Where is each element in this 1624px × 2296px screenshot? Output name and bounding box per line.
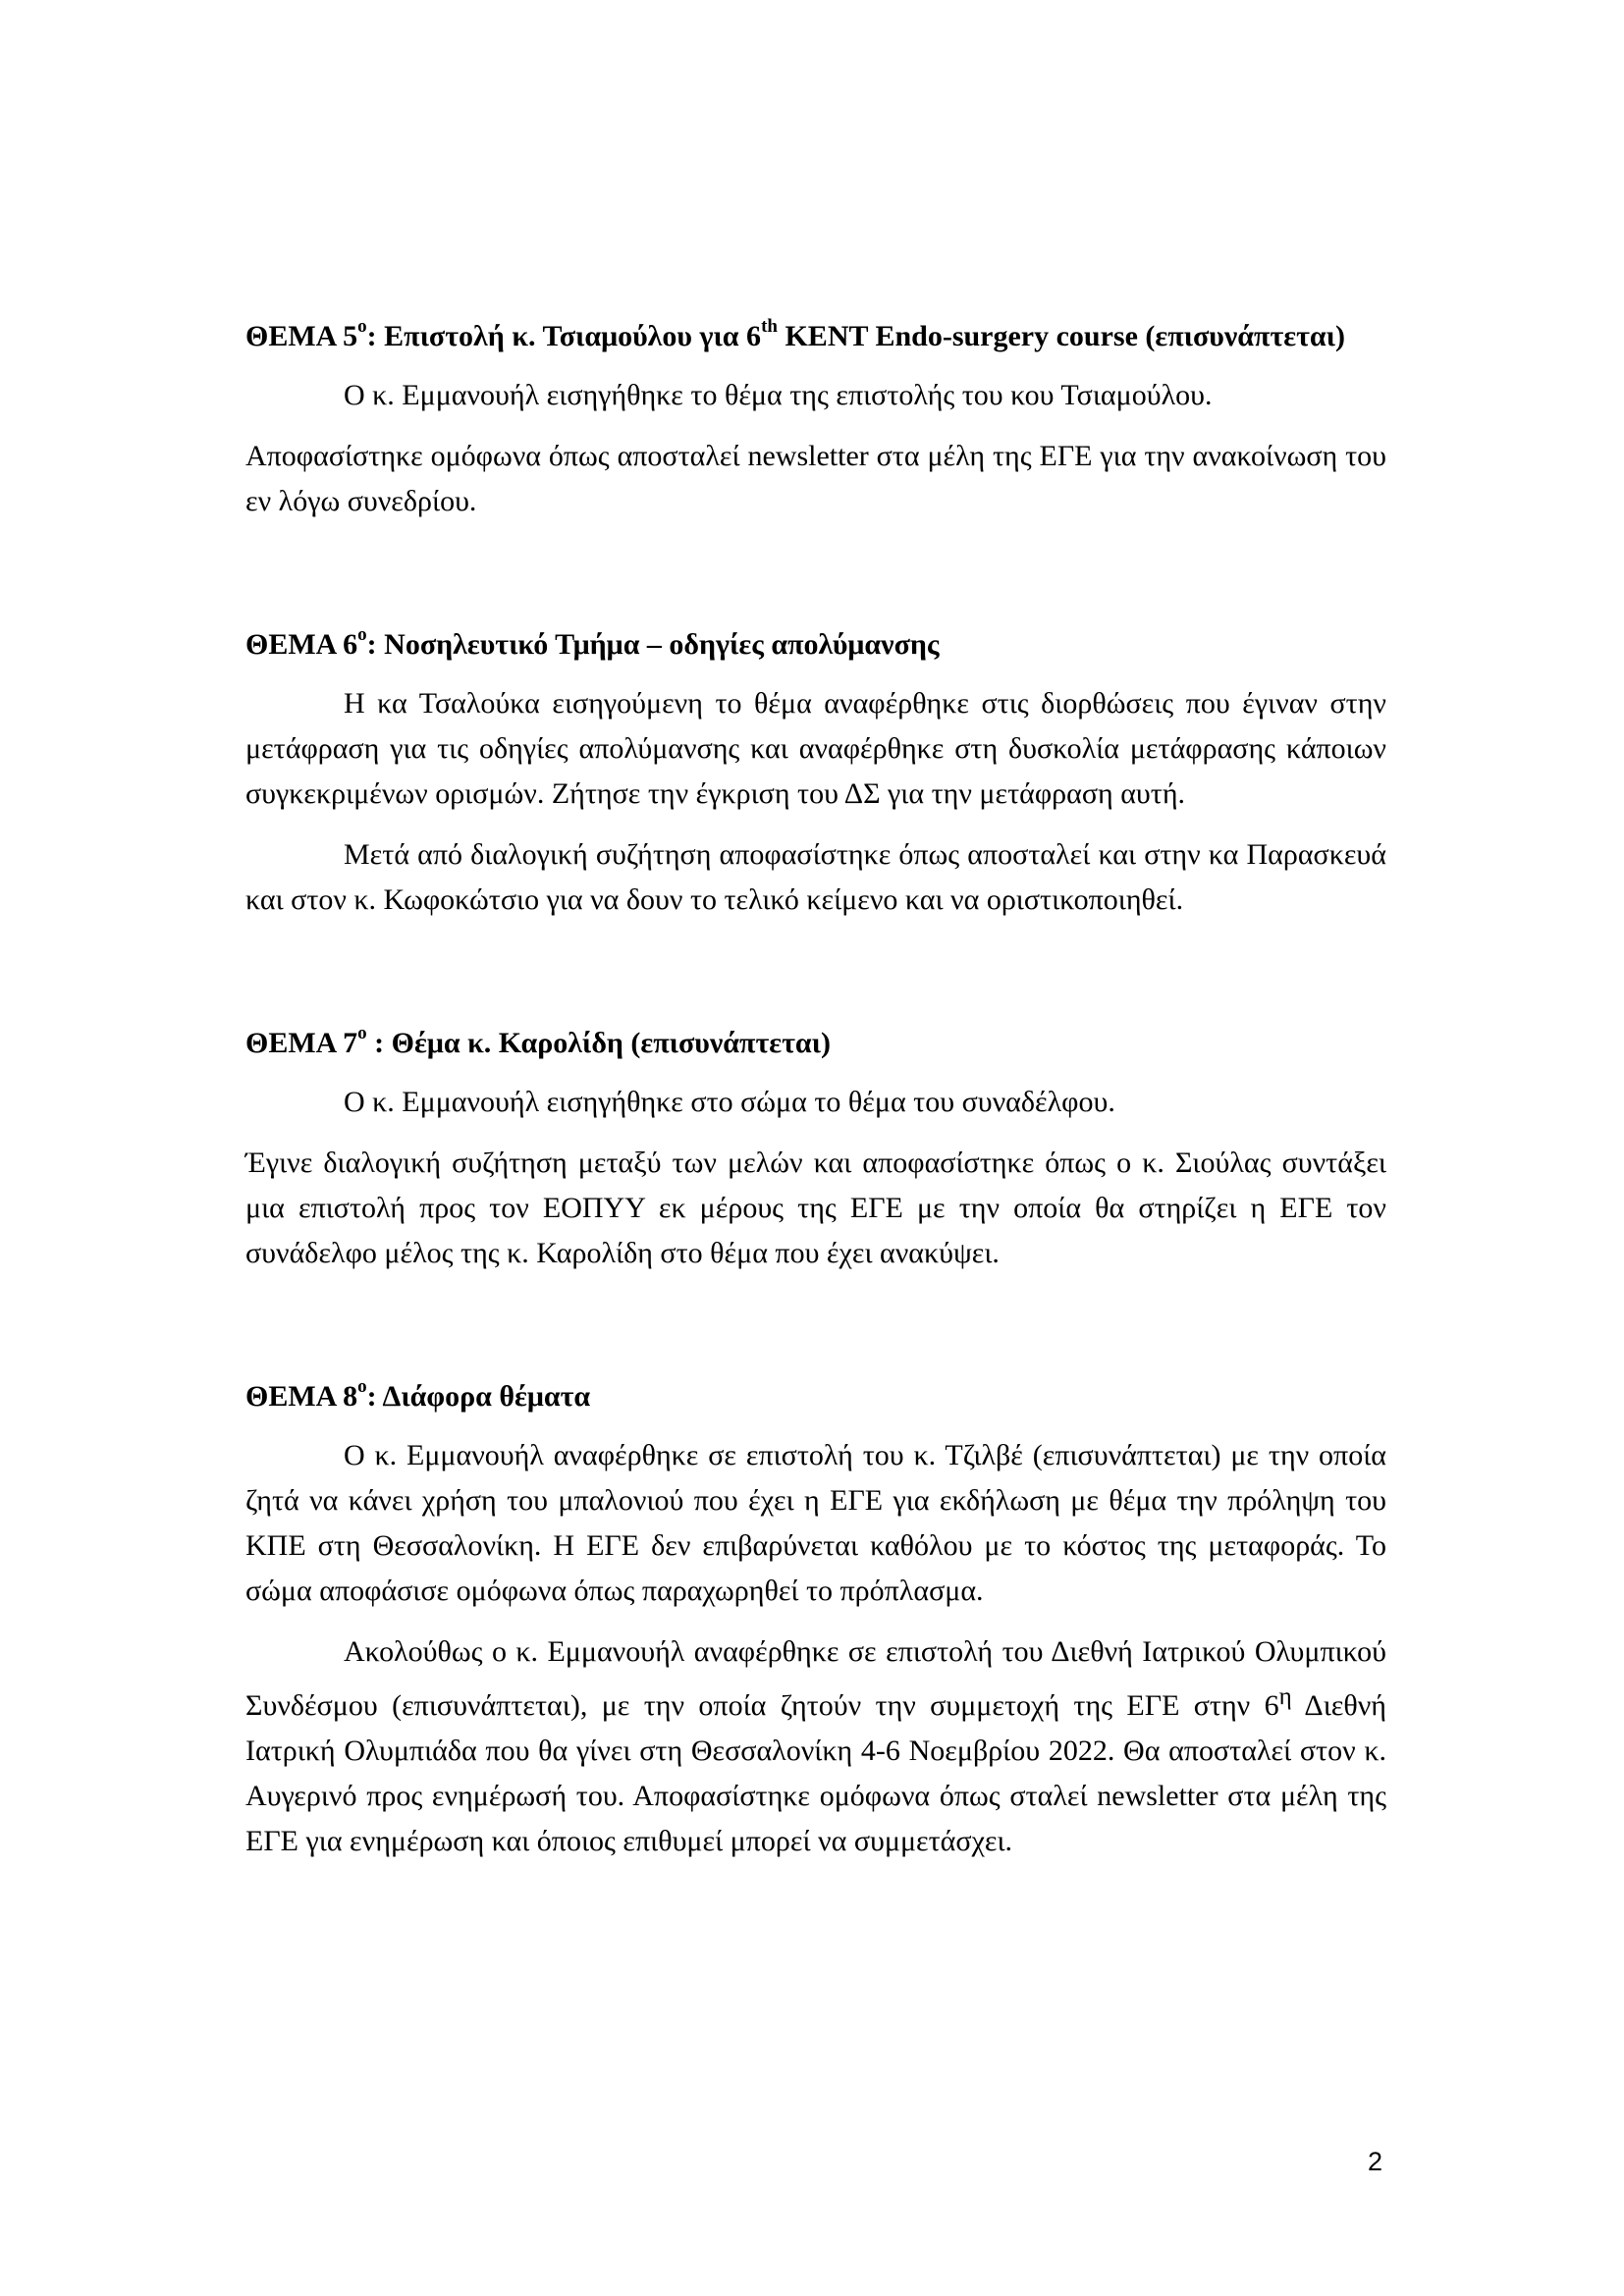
section-theme-5 — [245, 314, 1386, 524]
paragraph: Η κα Τσαλούκα εισηγούμενη το θέμα αναφέρθηκε στις διορθώσεις που έγιναν στην μετάφραση για τις οδηγίες απολύμανσης και αναφέρθηκε στη δυσκολία μετάφρασης κάποιων συγκεκριμένων ορισμών. Ζήτησε την έγκριση του ΔΣ για την μετάφραση αυτή. — [245, 687, 1386, 810]
paragraph: Ο κ. Εμμανουήλ εισηγήθηκε στο σώμα το θέμα του συναδέλφου. — [344, 1086, 1115, 1118]
section-theme-8 — [245, 1374, 1386, 1864]
section-heading: ΘΕΜΑ $6^o$: Νοσηλευτικό Τμήμα – οδηγίες απολύμανσης — [245, 624, 940, 661]
paragraph: Αποφασίστηκε ομόφωνα όπως αποσταλεί newsletter στα μέλη της ΕΓΕ για την ανακοίνωση του εν λόγω συνεδρίου. — [245, 440, 1386, 517]
document-page — [245, 314, 1386, 1880]
section-heading: ΘΕΜΑ $5^o$: Επιστολή κ. Τσιαμούλου για 6th KENT Endo-surgery course (επισυνάπτεται) — [245, 316, 1345, 352]
section-theme-7 — [245, 1021, 1386, 1276]
page-number: 2 — [1368, 2147, 1383, 2176]
section-heading: ΘΕΜΑ $8^o$: Διάφορα θέματα — [245, 1376, 591, 1413]
paragraph: Ακολούθως ο κ. Εμμανουήλ αναφέρθηκε σε επιστολή του Διεθνή Ιατρικού Ολυμπικού Συνδέσμου (επισυνάπτεται), με την οποία ζητούν την συμμετοχή της ΕΓΕ στην $6^\eta$ Διεθνή Ιατρική Ολυμπιάδα που θα γίνει στη Θεσσαλονίκη 4-6 Νοεμβρίου 2022. Θα αποσταλεί στον κ. Αυγερινό προς ενημέρωσή του. Αποφασίστηκε ομόφωνα όπως σταλεί newsletter στα μέλη της ΕΓΕ για ενημέρωση και όποιος επιθυμεί μπορεί να συμμετάσχει. — [245, 1635, 1386, 1857]
paragraph: Ο κ. Εμμανουήλ εισηγήθηκε το θέμα της επιστολής του κου Τσιαμούλου. — [344, 379, 1213, 411]
paragraph: Έγινε διαλογική συζήτηση μεταξύ των μελών και αποφασίστηκε όπως ο κ. Σιούλας συντάξει μια επιστολή προς τον ΕΟΠΥΥ εκ μέρους της ΕΓΕ με την οποία θα στηρίζει η ΕΓΕ τον συνάδελφο μέλος της κ. Καρολίδη στο θέμα που έχει ανακύψει. — [245, 1147, 1386, 1269]
section-theme-6 — [245, 622, 1386, 923]
section-heading: ΘΕΜΑ $7^o$ : Θέμα κ. Καρολίδη (επισυνάπτεται) — [245, 1023, 831, 1059]
paragraph: Ο κ. Εμμανουήλ αναφέρθηκε σε επιστολή του κ. Τζιλβέ (επισυνάπτεται) με την οποία ζητά να κάνει χρήση του μπαλονιού που έχει η ΕΓΕ για εκδήλωση με θέμα την πρόληψη του ΚΠΕ στη Θεσσαλονίκη. Η ΕΓΕ δεν επιβαρύνεται καθόλου με το κόστος της μεταφοράς. Το σώμα αποφάσισε ομόφωνα όπως παραχωρηθεί το πρόπλασμα. — [245, 1439, 1386, 1607]
paragraph: Μετά από διαλογική συζήτηση αποφασίστηκε όπως αποσταλεί και στην κα Παρασκευά και στον κ. Κωφοκώτσιο για να δουν το τελικό κείμενο και να οριστικοποιηθεί. — [245, 838, 1386, 916]
